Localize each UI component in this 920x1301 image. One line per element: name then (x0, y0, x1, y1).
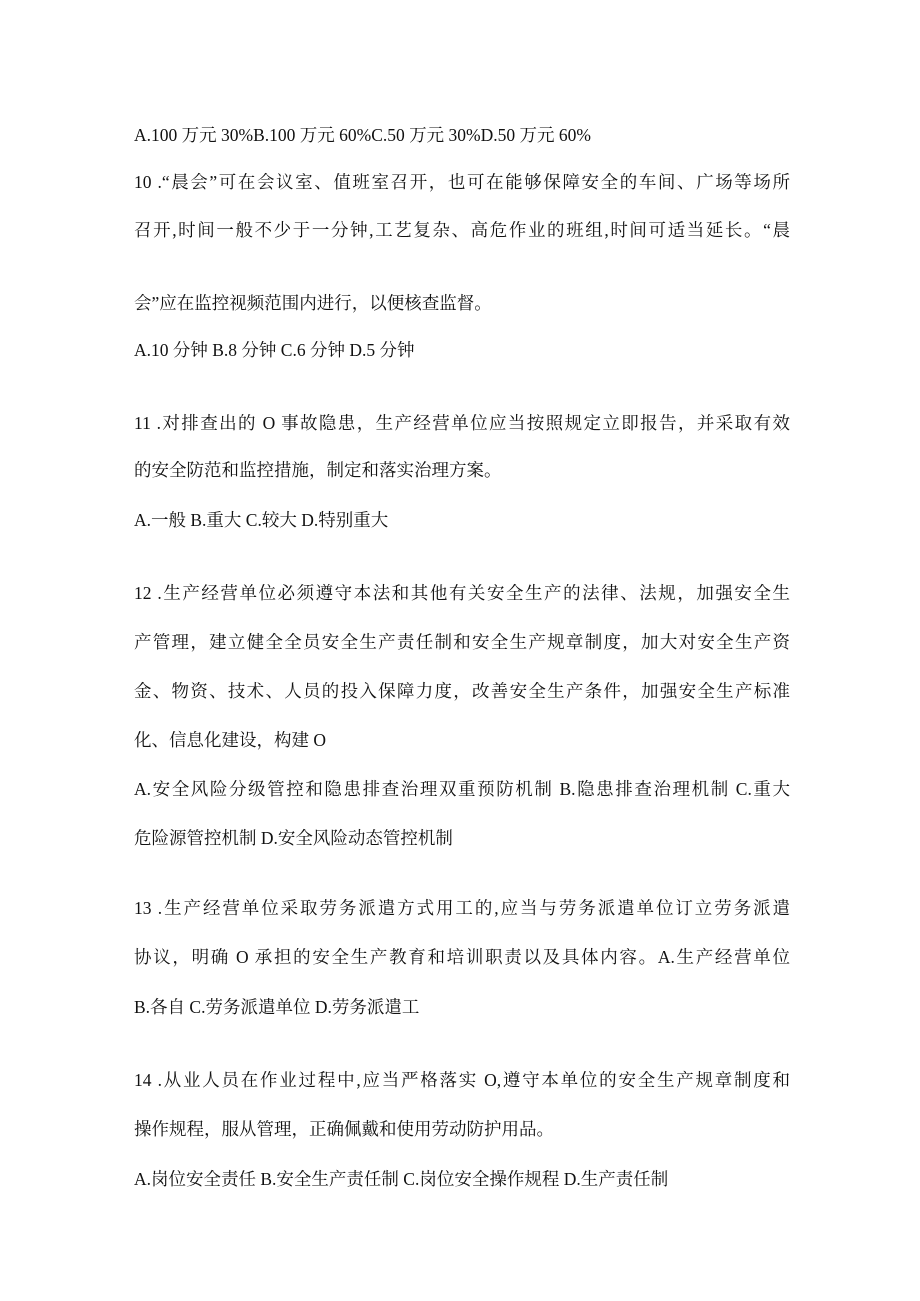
question-13-line: 13 .生产经营单位采取劳务派遣方式用工的,应当与劳务派遣单位订立劳务派遣 (134, 898, 790, 918)
question-12-line: 化、信息化建设，构建 O (134, 730, 327, 750)
question-11-line: 11 .对排查出的 O 事故隐患，生产经营单位应当按照规定立即报告，并采取有效 (134, 413, 790, 433)
question-12-line: 产管理，建立健全全员安全生产责任制和安全生产规章制度，加大对安全生产资 (134, 632, 790, 652)
question-13-line: 协议，明确 O 承担的安全生产教育和培训职责以及具体内容。A.生产经营单位 (134, 947, 790, 967)
question-10-line: 召开,时间一般不少于一分钟,工艺复杂、高危作业的班组,时间可适当延长。“晨 (134, 220, 790, 240)
question-11-options: A.一般 B.重大 C.较大 D.特别重大 (134, 510, 389, 530)
question-12-line: 金、物资、技术、人员的投入保障力度，改善安全生产条件，加强安全生产标准 (134, 681, 790, 701)
question-12-options: 危险源管控机制 D.安全风险动态管控机制 (134, 828, 453, 848)
question-14-options: A.岗位安全责任 B.安全生产责任制 C.岗位安全操作规程 D.生产责任制 (134, 1169, 669, 1189)
question-10-line: 会”应在监控视频范围内进行，以便核查监督。 (134, 293, 492, 313)
q9-options: A.100 万元 30%B.100 万元 60%C.50 万元 30%D.50 万元 60% (134, 125, 591, 145)
question-10-line: 10 .“晨会”可在会议室、值班室召开，也可在能够保障安全的车间、广场等场所 (134, 172, 790, 192)
question-12-options: A.安全风险分级管控和隐患排查治理双重预防机制 B.隐患排查治理机制 C.重大 (134, 779, 790, 799)
question-14-line: 14 .从业人员在作业过程中,应当严格落实 O,遵守本单位的安全生产规章制度和 (134, 1070, 790, 1090)
question-12-line: 12 .生产经营单位必须遵守本法和其他有关安全生产的法律、法规，加强安全生 (134, 583, 790, 603)
question-11-line: 的安全防范和监控措施，制定和落实治理方案。 (134, 460, 502, 480)
question-13-line: B.各自 C.劳务派遣单位 D.劳务派遣工 (134, 997, 420, 1017)
question-10-options: A.10 分钟 B.8 分钟 C.6 分钟 D.5 分钟 (134, 340, 415, 360)
question-14-line: 操作规程，服从管理，正确佩戴和使用劳动防护用品。 (134, 1119, 554, 1139)
